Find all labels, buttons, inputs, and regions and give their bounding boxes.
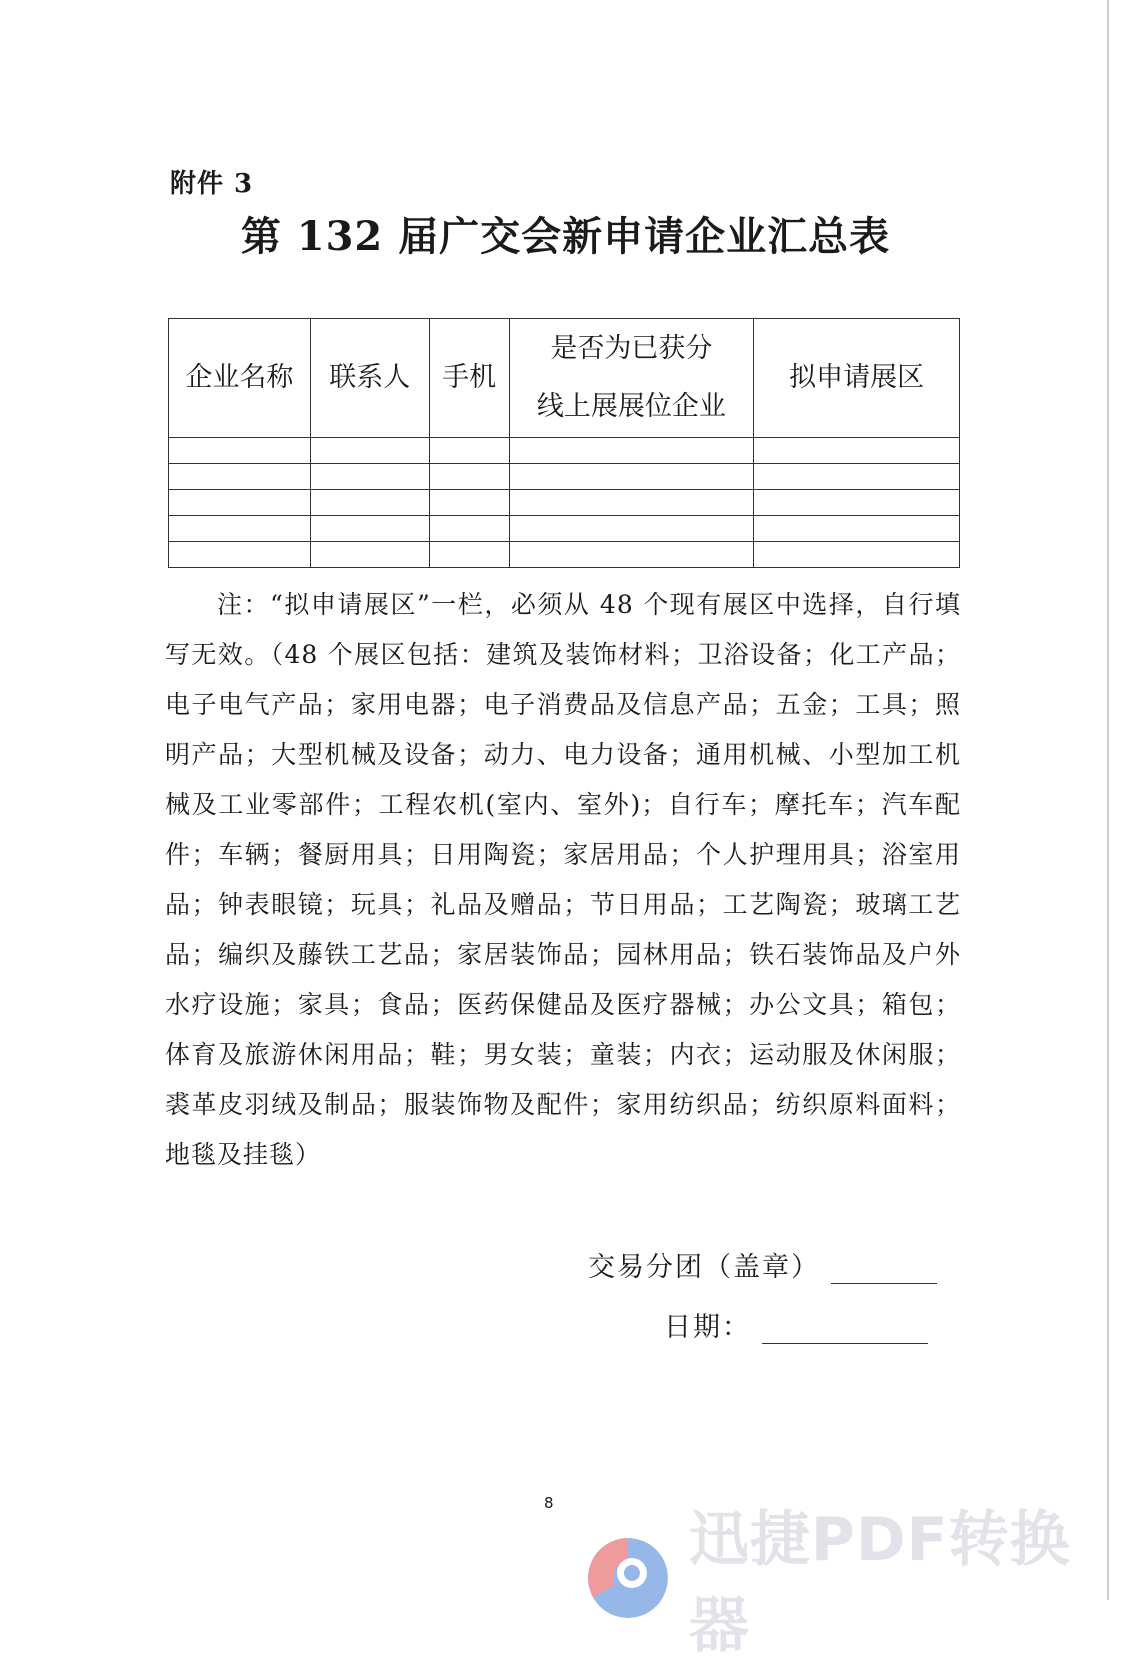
summary-table — [168, 318, 960, 568]
table-row — [169, 464, 960, 490]
table-cell[interactable] — [754, 542, 960, 568]
page-number: 8 — [544, 1494, 554, 1512]
document-title: 第 132 届广交会新申请企业汇总表 — [240, 213, 891, 260]
table-row — [169, 438, 960, 464]
signature-group-label: 交易分团（盖章） — [588, 1252, 820, 1283]
col-header-online-booth — [509, 319, 754, 438]
table-cell[interactable] — [509, 464, 754, 490]
table-cell[interactable] — [169, 464, 311, 490]
table-cell[interactable] — [429, 542, 509, 568]
pdf-converter-logo-icon — [585, 1535, 671, 1621]
col-header-mobile: 手机 — [429, 319, 509, 438]
attachment-label: 附件 3 — [170, 169, 254, 199]
signature-date-label: 日期： — [664, 1312, 751, 1343]
table-cell[interactable] — [169, 438, 311, 464]
table-cell[interactable] — [429, 490, 509, 516]
note-paragraph: 注：“拟申请展区”一栏，必须从 48 个现有展区中选择，自行填写无效。（48 个展区包括：建筑及装饰材料；卫浴设备；化工产品；电子电气产品；家用电器；电子消费品及信息产品；五金；工具；照明产品；大型机械及设备；动力、电力设备；通用机械、小型加工机械及工业零部件；工程农机(室内、室外)；自行车；摩托车；汽车配件；车辆；餐厨用具；日用陶瓷；家居用品；个人护理用具；浴室用品；钟表眼镜；玩具；礼品及赠品；节日用品；工艺陶瓷；玻璃工艺品；编织及藤铁工艺品；家居装饰品；园林用品；铁石装饰品及户外水疗设施；家具；食品；医药保健品及医疗器械；办公文具；箱包；体育及旅游休闲用品；鞋；男女装；童装；内衣；运动服及休闲服；裘革皮羽绒及制品；服装饰物及配件；家用纺织品；纺织原料面料；地毯及挂毯） — [165, 590, 961, 1169]
table-cell[interactable] — [169, 542, 311, 568]
table-cell[interactable] — [169, 516, 311, 542]
table-cell[interactable] — [169, 490, 311, 516]
table-cell[interactable] — [429, 464, 509, 490]
table-row — [169, 542, 960, 568]
table-cell[interactable] — [310, 490, 429, 516]
table-row — [169, 490, 960, 516]
table-cell[interactable] — [429, 516, 509, 542]
table-header-row — [169, 319, 960, 438]
table-cell[interactable] — [509, 516, 754, 542]
watermark — [585, 1492, 1131, 1664]
table-cell[interactable] — [310, 438, 429, 464]
col-header-online-booth-line1: 是否为已获分 — [550, 333, 713, 364]
table-cell[interactable] — [429, 438, 509, 464]
signature-date-row — [664, 1305, 928, 1344]
table-row — [169, 516, 960, 542]
table-cell[interactable] — [754, 438, 960, 464]
table-cell[interactable] — [509, 438, 754, 464]
col-header-online-booth-line2: 线上展展位企业 — [536, 391, 726, 422]
col-header-exhibit-zone: 拟申请展区 — [754, 319, 960, 438]
col-header-contact: 联系人 — [310, 319, 429, 438]
table-cell[interactable] — [754, 464, 960, 490]
table-cell[interactable] — [509, 490, 754, 516]
table-cell[interactable] — [754, 516, 960, 542]
signature-stamp-blank[interactable] — [831, 1255, 937, 1284]
table-cell[interactable] — [509, 542, 754, 568]
table-cell[interactable] — [754, 490, 960, 516]
table-cell[interactable] — [310, 542, 429, 568]
table-cell[interactable] — [310, 464, 429, 490]
col-header-company-name: 企业名称 — [169, 319, 311, 438]
signature-date-blank[interactable] — [762, 1315, 928, 1344]
table-cell[interactable] — [310, 516, 429, 542]
signature-group-row — [588, 1245, 937, 1284]
watermark-text: 迅捷PDF转换器 — [688, 1505, 1071, 1661]
